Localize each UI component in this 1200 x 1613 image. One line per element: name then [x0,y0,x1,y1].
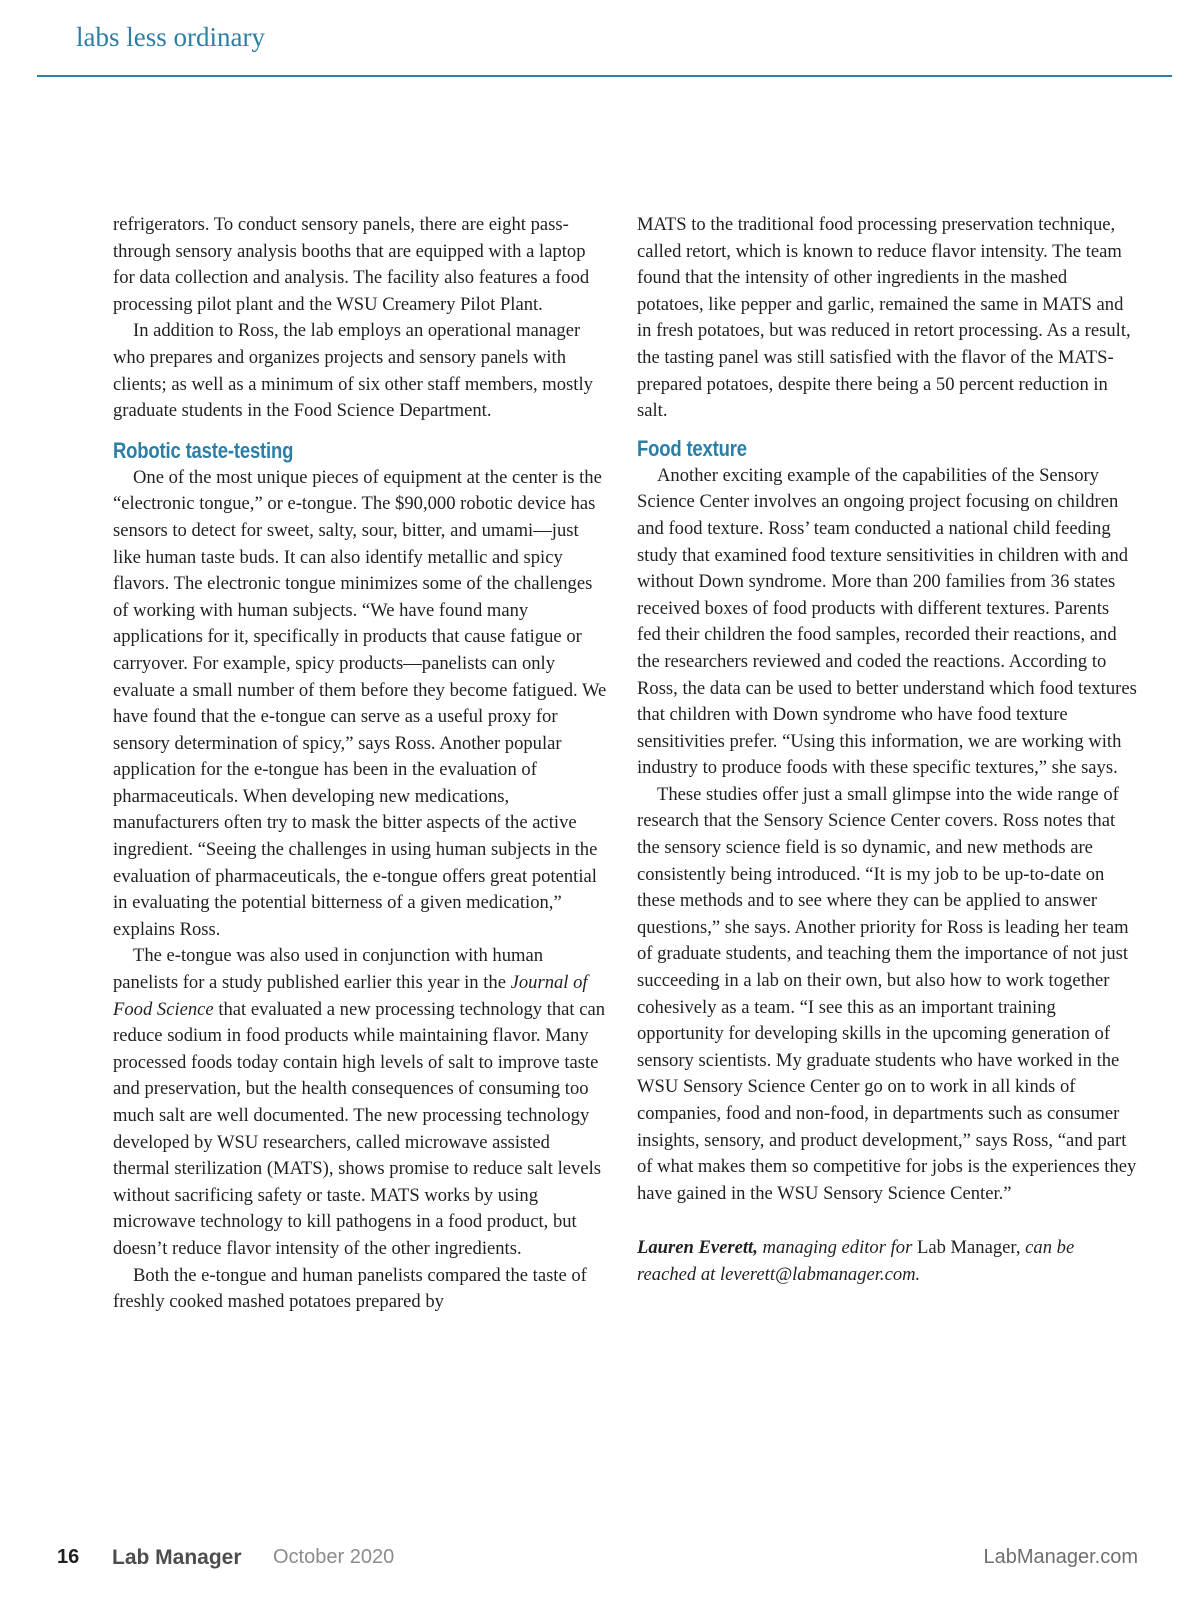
website-link: LabManager.com [983,1546,1138,1568]
body-text: that evaluated a new processing technology that can reduce sodium in food products while maintaining flavor. Many processed foods today contain high levels of salt to improve taste and preservation, but the health consequences of consuming too much salt are well documented. The new processing technology developed by WSU researchers, called microwave assisted thermal sterilization (MATS), shows promise to reduce salt levels without sacrificing safety or taste. MATS works by using microwave technology to kill pathogens in a food product, but doesn’t reduce flavor intensity of the other ingredients. [113,998,606,1259]
article-right-column [637,212,1137,1289]
body-paragraph: These studies offer just a small glimpse into the wide range of research that the Sensory Science Center covers. Ross notes that the sensory science field is so dynamic, and new methods are consistently being introduced. “It is my job to be up-to-date on these methods and to see where they can be applied to answer questions,” she says. Another priority for Ross is leading her team of graduate students, and teaching them the importance of not just succeeding in a lab on their own, but also how to work together cohesively as a team. “I see this as an important training opportunity for developing skills in the upcoming generation of sensory scientists. My graduate students who have worked in the WSU Sensory Science Center go on to work in all kinds of companies, food and non-food, in departments such as consumer insights, sensory, and product development,” says Ross, “and part of what makes them so competitive for jobs is the experiences they have gained in the WSU Sensory Science Center.” [637,783,1137,1204]
header-divider [37,75,1172,77]
journal-title: Journal of Food Science [113,972,588,1020]
body-paragraph [113,943,608,1262]
author-role: managing editor for [762,1237,913,1259]
body-paragraph: One of the most unique pieces of equipment at the center is the “electronic tongue,” or e-tongue. The $90,000 robotic device has sensors to detect for sweet, salty, sour, bitter, and umami—just like human taste buds. It can also identify metallic and spicy flavors. The electronic tongue minimizes some of the challenges of working with human subjects. “We have found many applications for it, specifically in products that cause fatigue or carryover. For example, spicy products—panelists can only evaluate a small number of them before they become fatigued. We have found that the e-tongue can serve as a useful proxy for sensory determination of spicy,” says Ross. Another popular application for the e-tongue has been in the evaluation of pharmaceuticals. When developing new medications, manufacturers often try to mask the bitter aspects of the active ingredient. “Seeing the challenges in using human subjects in the evaluation of pharmaceuticals, the e-tongue offers great potential in evaluating the potential bitterness of a given medication,” explains Ross. [113,466,607,940]
body-paragraph: MATS to the traditional food processing preservation technique, called retort, which is known to reduce flavor intensity. The team found that the intensity of other ingredients in the mashed potatoes, like pepper and garlic, remained the same in MATS and in fresh potatoes, but was reduced in retort processing. As a result, the tasting panel was still satisfied with the flavor of the MATS-prepared potatoes, despite there being a 50 percent reduction in salt. [637,214,1131,422]
magazine-name: Lab Manager [112,1546,242,1569]
publication-name: Lab Manager, [916,1237,1021,1259]
body-text: The e-tongue was also used in conjunction with human panelists for a study published earlier this year in the [113,945,544,994]
section-title: labs less ordinary [76,22,265,52]
issue-date: October 2020 [273,1546,395,1568]
author-name: Lauren Everett, [637,1237,758,1259]
page-number: 16 [57,1546,80,1568]
article-left-column [113,212,608,1316]
body-paragraph: In addition to Ross, the lab employs an operational manager who prepares and organizes projects and sensory panels with clients; as well as a minimum of six other staff members, mostly graduate students in the Food Science Department. [113,320,593,422]
author-contact: can be reached at leverett@labmanager.com. [637,1237,1075,1285]
subheading-food-texture: Food texture [637,435,747,461]
body-paragraph: Both the e-tongue and human panelists compared the taste of freshly cooked mashed potatoes prepared by [113,1264,587,1313]
body-paragraph: refrigerators. To conduct sensory panels, there are eight pass-through sensory analysis booths that are equipped with a laptop for data collection and analysis. The facility also features a food processing pilot plant and the WSU Creamery Pilot Plant. [113,214,590,315]
author-bio [637,1235,1137,1288]
body-paragraph: Another exciting example of the capabilities of the Sensory Science Center involves an ongoing project focusing on children and food texture. Ross’ team conducted a national child feeding study that examined food texture sensitivities in children with and without Down syndrome. More than 200 families from 36 states received boxes of food products with different textures. Parents fed their children the food samples, recorded their reactions, and the researchers reviewed and coded the reactions. According to Ross, the data can be used to better understand which food textures that children with Down syndrome who have food texture sensitivities prefer. “Using this information, we are working with industry to produce foods with these specific textures,” she says. [637,464,1137,779]
subheading-robotic-taste-testing: Robotic taste-testing [113,437,294,463]
